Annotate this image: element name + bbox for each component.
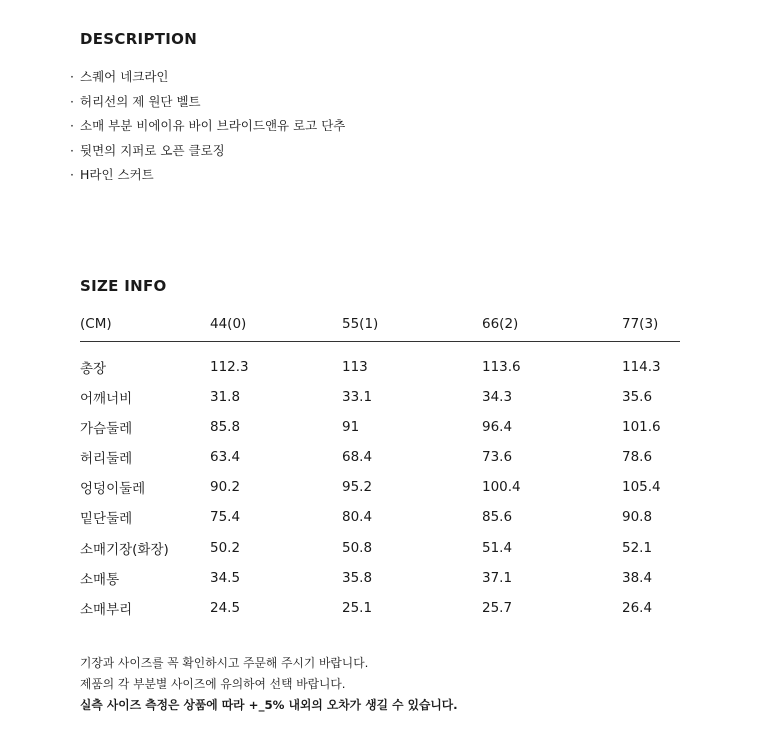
description-item: · 허리선의 제 원단 벨트 xyxy=(70,93,345,118)
table-row xyxy=(80,412,680,442)
size-value: 25.7 xyxy=(482,599,513,616)
size-value: 101.6 xyxy=(622,419,661,436)
size-value: 90.8 xyxy=(622,509,653,526)
row-label: 소매부리 xyxy=(80,601,133,618)
row-label: 밑단둘레 xyxy=(80,511,133,528)
header-size: 44(0) xyxy=(210,316,247,332)
description-list xyxy=(70,68,345,191)
size-value: 51.4 xyxy=(482,539,513,556)
size-value: 68.4 xyxy=(342,449,373,466)
description-item: · 소매 부분 비에이유 바이 브라이드앤유 로고 단추 xyxy=(70,117,345,142)
table-row xyxy=(80,563,680,593)
size-value: 100.4 xyxy=(482,479,521,496)
size-value: 73.6 xyxy=(482,449,513,466)
table-row xyxy=(80,342,680,383)
size-value: 63.4 xyxy=(210,449,241,466)
row-label: 어깨너비 xyxy=(80,391,133,408)
size-value: 96.4 xyxy=(482,419,513,436)
size-value: 38.4 xyxy=(622,569,653,586)
note-line-emphasis: 실측 사이즈 측정은 상품에 따라 +_5% 내외의 오차가 생길 수 있습니다. xyxy=(80,698,458,712)
row-label: 허리둘레 xyxy=(80,451,133,468)
table-row xyxy=(80,382,680,412)
size-value: 24.5 xyxy=(210,599,241,616)
size-value: 31.8 xyxy=(210,389,241,406)
table-row xyxy=(80,532,680,562)
header-size: 55(1) xyxy=(342,316,379,332)
table-row xyxy=(80,472,680,502)
note-line: 제품의 각 부분별 사이즈에 유의하여 선택 바랍니다. xyxy=(80,677,346,691)
table-row xyxy=(80,442,680,472)
size-value: 52.1 xyxy=(622,539,653,556)
size-table xyxy=(80,316,680,623)
size-value: 34.5 xyxy=(210,569,241,586)
size-value: 25.1 xyxy=(342,599,373,616)
row-label: 소매기장(화장) xyxy=(80,541,169,558)
size-value: 91 xyxy=(342,419,360,436)
size-table-header-row xyxy=(80,316,680,342)
size-value: 37.1 xyxy=(482,569,513,586)
size-info-title: SIZE INFO xyxy=(80,277,167,295)
header-unit: (CM) xyxy=(80,316,112,332)
header-size: 66(2) xyxy=(482,316,519,332)
size-value: 113 xyxy=(342,359,368,375)
size-value: 112.3 xyxy=(210,359,249,375)
description-item: · H라인 스커트 xyxy=(70,166,345,191)
size-value: 95.2 xyxy=(342,479,373,496)
size-value: 113.6 xyxy=(482,359,521,375)
table-row xyxy=(80,502,680,532)
size-value: 34.3 xyxy=(482,389,513,406)
description-item: · 뒷면의 지퍼로 오픈 클로징 xyxy=(70,142,345,167)
size-value: 85.8 xyxy=(210,419,241,436)
size-value: 105.4 xyxy=(622,479,661,496)
size-value: 75.4 xyxy=(210,509,241,526)
description-title: DESCRIPTION xyxy=(80,30,198,48)
row-label: 엉덩이둘레 xyxy=(80,481,146,498)
size-value: 35.8 xyxy=(342,569,373,586)
notes xyxy=(80,655,458,718)
size-value: 33.1 xyxy=(342,389,373,406)
table-row xyxy=(80,593,680,623)
row-label: 가슴둘레 xyxy=(80,421,133,438)
size-value: 35.6 xyxy=(622,389,653,406)
header-size: 77(3) xyxy=(622,316,659,332)
size-value: 90.2 xyxy=(210,479,241,496)
size-value: 26.4 xyxy=(622,599,653,616)
description-item: · 스퀘어 네크라인 xyxy=(70,68,345,93)
row-label: 총장 xyxy=(80,361,107,377)
size-table-body xyxy=(80,342,680,623)
size-value: 80.4 xyxy=(342,509,373,526)
size-value: 50.2 xyxy=(210,539,241,556)
size-value: 114.3 xyxy=(622,359,661,375)
size-value: 78.6 xyxy=(622,449,653,466)
row-label: 소매통 xyxy=(80,571,120,588)
note-line: 기장과 사이즈를 꼭 확인하시고 주문해 주시기 바랍니다. xyxy=(80,656,369,670)
size-value: 85.6 xyxy=(482,509,513,526)
size-value: 50.8 xyxy=(342,539,373,556)
